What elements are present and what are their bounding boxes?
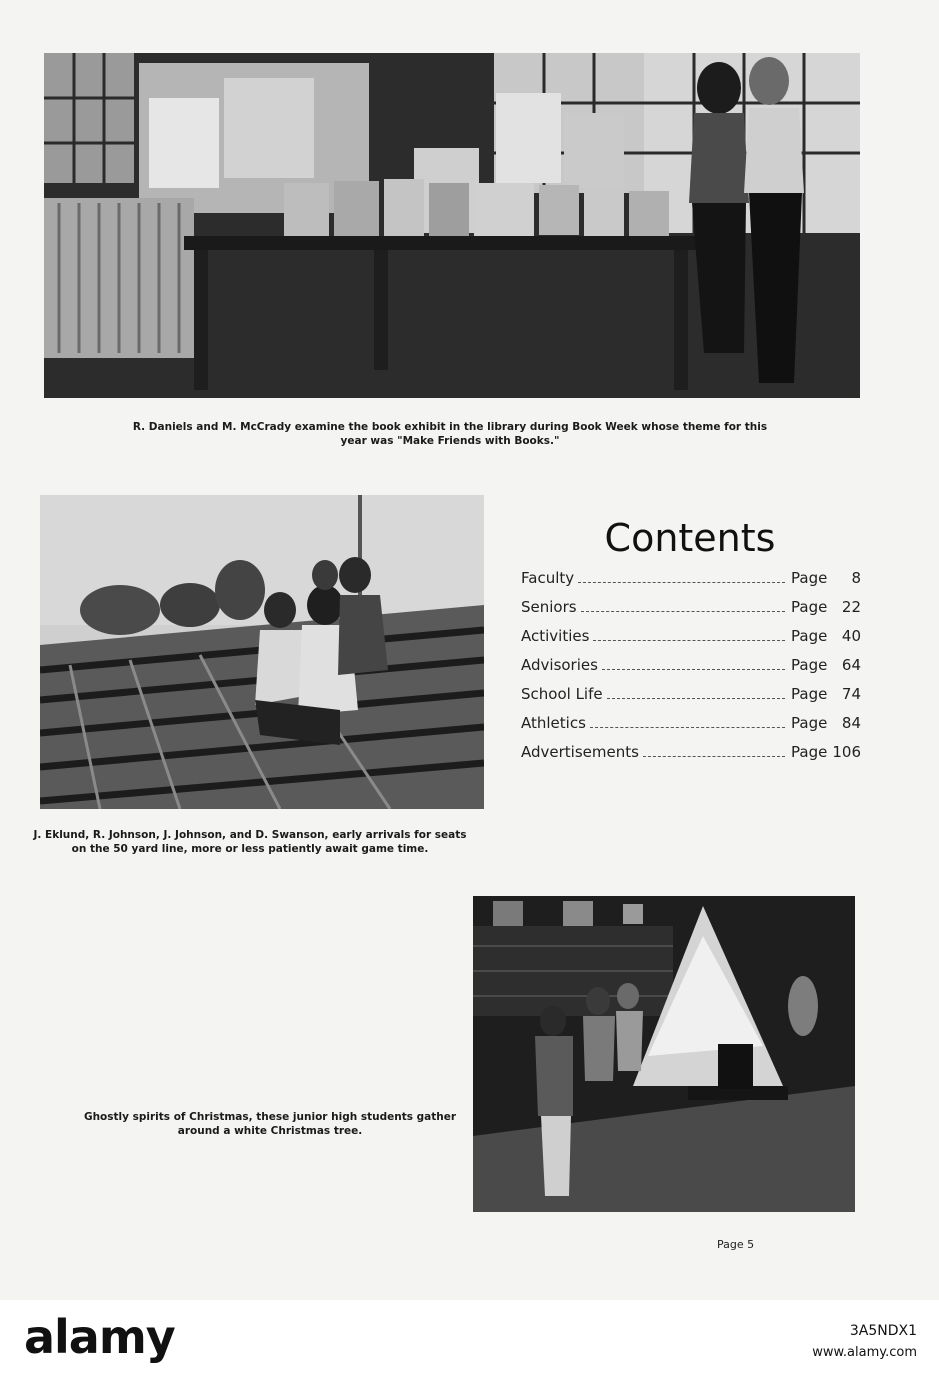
- toc-page-number: 40: [841, 627, 861, 645]
- toc-entry: [521, 598, 861, 627]
- toc-entry-name: School Life: [521, 685, 603, 703]
- toc-page-number: 8: [851, 569, 861, 587]
- toc-page: [791, 656, 861, 674]
- alamy-image-info: [812, 1320, 917, 1364]
- toc-leader: [602, 659, 785, 670]
- bleachers-caption: J. Eklund, R. Johnson, J. Johnson, and D. Swanson, early arrivals for seats on the 50 yard line, more or less patiently await game time.: [33, 829, 467, 855]
- bleachers-photo: [40, 495, 484, 809]
- christmas-tree-image: [473, 896, 855, 1212]
- book-exhibit-image: [44, 53, 860, 398]
- alamy-logo: alamy: [24, 1310, 175, 1364]
- toc-page-word: Page: [791, 743, 828, 761]
- toc-leader: [643, 746, 785, 757]
- toc-leader: [581, 601, 785, 612]
- toc-page-number: 22: [841, 598, 861, 616]
- toc-page: [791, 685, 861, 703]
- toc-entry-name: Faculty: [521, 569, 575, 587]
- toc-page: [791, 743, 861, 761]
- toc-entry: [521, 656, 861, 685]
- christmas-tree-photo: [473, 896, 855, 1212]
- page-number: Page 5: [717, 1238, 755, 1251]
- toc-entry: [521, 627, 861, 656]
- toc-page-number: 106: [832, 743, 861, 761]
- toc-page-word: Page: [791, 598, 828, 616]
- toc-page-number: 64: [841, 656, 861, 674]
- toc-page-number: 74: [841, 685, 861, 703]
- toc-page-word: Page: [791, 569, 828, 587]
- book-exhibit-photo: [44, 53, 860, 398]
- toc-page-word: Page: [791, 685, 828, 703]
- toc-leader: [578, 572, 785, 583]
- toc-page: [791, 598, 861, 616]
- bleachers-image: [40, 495, 484, 809]
- toc-page-word: Page: [791, 656, 828, 674]
- toc-leader: [590, 717, 785, 728]
- toc-entry-name: Seniors: [521, 598, 577, 616]
- toc-entry-name: Athletics: [521, 714, 586, 732]
- alamy-url: www.alamy.com: [812, 1345, 917, 1360]
- image-id: 3A5NDX1: [849, 1323, 917, 1339]
- toc-entry-name: Advisories: [521, 656, 598, 674]
- toc-page: [791, 627, 861, 645]
- toc-page: [791, 569, 861, 587]
- christmas-caption: Ghostly spirits of Christmas, these junior high students gather around a white Christmas tree.: [83, 1111, 457, 1137]
- toc-entry-name: Activities: [521, 627, 590, 645]
- toc-entry: [521, 569, 861, 598]
- toc-leader: [607, 688, 785, 699]
- toc-entry: [521, 714, 861, 743]
- toc-leader: [593, 630, 785, 641]
- toc-page-word: Page: [791, 627, 828, 645]
- toc-page-word: Page: [791, 714, 828, 732]
- toc-entry: [521, 743, 861, 772]
- toc-page: [791, 714, 861, 732]
- toc-entry: [521, 685, 861, 714]
- toc-page-number: 84: [841, 714, 861, 732]
- toc-entry-name: Advertisements: [521, 743, 639, 761]
- table-of-contents: [521, 569, 861, 772]
- contents-title: Contents: [604, 516, 776, 560]
- book-exhibit-caption: R. Daniels and M. McCrady examine the book exhibit in the library during Book Week whose theme for this year was "Make Friends with Books.": [132, 421, 768, 447]
